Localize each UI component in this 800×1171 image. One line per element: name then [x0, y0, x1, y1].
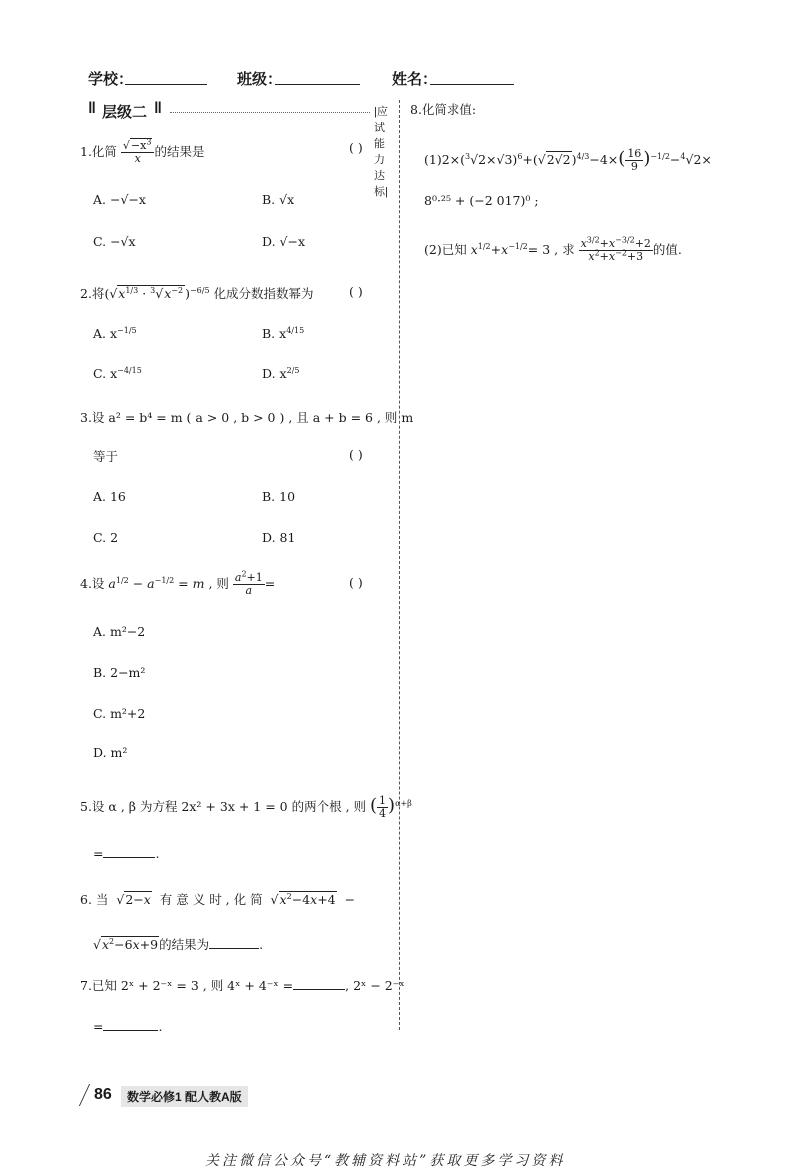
section-leader: [170, 112, 370, 113]
q3-answer-paren[interactable]: ( ): [349, 447, 363, 462]
section-title: 层级二: [102, 104, 148, 121]
q4-option-d[interactable]: D. m²: [93, 745, 128, 760]
q7-answer-blank-2[interactable]: [103, 1018, 158, 1031]
q3-option-b[interactable]: B. 10: [262, 489, 296, 504]
q1-option-a[interactable]: A. −√−x: [93, 192, 146, 207]
question-6: 6. 当 √2−x 有 意 义 时 , 化 简 $√x^2-4x+4$ −: [80, 891, 356, 907]
q6-line2: $√x^2-6x+9$的结果为 .: [93, 936, 264, 952]
q3-option-c[interactable]: C. 2: [93, 530, 119, 545]
q4-option-b[interactable]: B. 2−m²: [93, 665, 146, 680]
q1-option-c[interactable]: C. −√x: [93, 234, 136, 249]
q4-option-a[interactable]: A. m²−2: [93, 624, 146, 639]
q3-line2: 等于: [93, 449, 119, 464]
q4-prefix: 4.设: [80, 576, 105, 592]
q2-option-a[interactable]: A. $x^{-1/5}$: [93, 325, 137, 341]
q1-option-d[interactable]: D. √−x: [262, 234, 306, 249]
q6-answer-blank[interactable]: [209, 936, 259, 949]
q8-part2-fraction: $\frac{x^{3/2}+x^{-3/2}+2}{x^2+x^{-2}+3}$: [580, 235, 651, 264]
name-label: 姓名：: [392, 71, 438, 88]
q5-answer-blank[interactable]: [103, 845, 155, 858]
q2-option-c[interactable]: C. $x^{-4/15}$: [93, 365, 142, 381]
q8-part1: $(1)2\times(^3√2\times√3)^6+(√2√2)^{4/3}-4\times$( $\frac{16}{9}$ )$^{-1/2}$−$^4$√2×: [424, 147, 712, 174]
class-field[interactable]: [275, 68, 360, 85]
watermark-text: 关注微信公众号“教辅资料站”获取更多学习资料: [205, 1153, 566, 1169]
q1-fraction: $\frac{√-x^3}{x}$: [121, 140, 155, 165]
q1-prefix: 1.化简: [80, 144, 117, 160]
section-bar-right: ‖: [154, 100, 162, 117]
school-label: 学校：: [88, 71, 134, 88]
q5-prefix: 5.设 α , β 为方程 2x² + 3x + 1 = 0 的两个根 , 则: [80, 799, 367, 815]
q2-prefix: 2.将: [80, 286, 105, 301]
section-subtitle: |应试能力达标|: [374, 106, 388, 198]
page-number: 86: [94, 1086, 112, 1103]
q3-option-d[interactable]: D. 81: [262, 530, 296, 545]
q7-line2: = .: [93, 1019, 163, 1034]
q1-suffix: 的结果是: [154, 144, 205, 160]
q6-prefix: 6. 当: [80, 892, 109, 907]
q2-answer-paren[interactable]: ( ): [349, 284, 363, 299]
q5-line2: = .: [93, 846, 160, 861]
q3-option-a[interactable]: A. 16: [93, 489, 126, 504]
name-field[interactable]: [430, 68, 514, 85]
q2-suffix: 化成分数指数幂为: [213, 286, 314, 301]
q2-option-b[interactable]: B. $x^{4/15}$: [262, 325, 305, 341]
q2-option-d[interactable]: D. $x^{2/5}$: [262, 365, 300, 381]
class-label: 班级：: [237, 71, 283, 88]
q8-part2: (2)已知 $x^{1/2}+x^{-1/2}= 3$ , 求 $\frac{x^{3/2}+x^{-3/2}+2}{x^2+x^{-2}+3}$ 的值.: [424, 235, 682, 264]
column-divider: [399, 100, 400, 1030]
question-8-title: 8.化简求值:: [410, 102, 477, 117]
question-5: 5.设 α , β 为方程 2x² + 3x + 1 = 0 的两个根 , 则 ( $\frac{1}{4}$ )$^{\alpha+\beta}$: [80, 794, 412, 821]
q8-part1-line2: 8⁰·²⁵ + (−2 017)⁰ ;: [424, 193, 539, 208]
section-bar-left: ‖: [88, 100, 96, 117]
q4-answer-paren[interactable]: ( ): [349, 575, 363, 590]
question-2: 2.将($√x^{1/3} \cdot ^3√x^{-2}$ )$^{-6/5}$ 化成分数指数幂为: [80, 285, 314, 301]
question-4: 4.设 $a^{1/2} - a^{-1/2} = m$ , 则 $\frac{a^2+1}{a}$ =: [80, 569, 276, 598]
book-title: 数学必修1 配人教A版: [121, 1086, 248, 1107]
q1-answer-paren[interactable]: ( ): [349, 140, 363, 155]
q4-fraction: $\frac{a^2+1}{a}$: [234, 569, 263, 598]
question-1: [80, 137, 205, 166]
question-7: 7.已知 2ˣ + 2⁻ˣ = 3 , 则 4ˣ + 4⁻ˣ = , 2ˣ − 2⁻ˣ: [80, 978, 405, 993]
school-field[interactable]: [125, 68, 207, 85]
footer-slash: [79, 1084, 90, 1106]
q7-answer-blank-1[interactable]: [293, 977, 345, 990]
q4-option-c[interactable]: C. m²+2: [93, 706, 146, 721]
q6-mid: 有 意 义 时 , 化 简: [159, 892, 263, 907]
q1-option-b[interactable]: B. √x: [262, 192, 295, 207]
question-3: 3.设 a² = b⁴ = m ( a > 0 , b > 0 ) , 且 a + b = 6 , 则 m: [80, 410, 414, 425]
